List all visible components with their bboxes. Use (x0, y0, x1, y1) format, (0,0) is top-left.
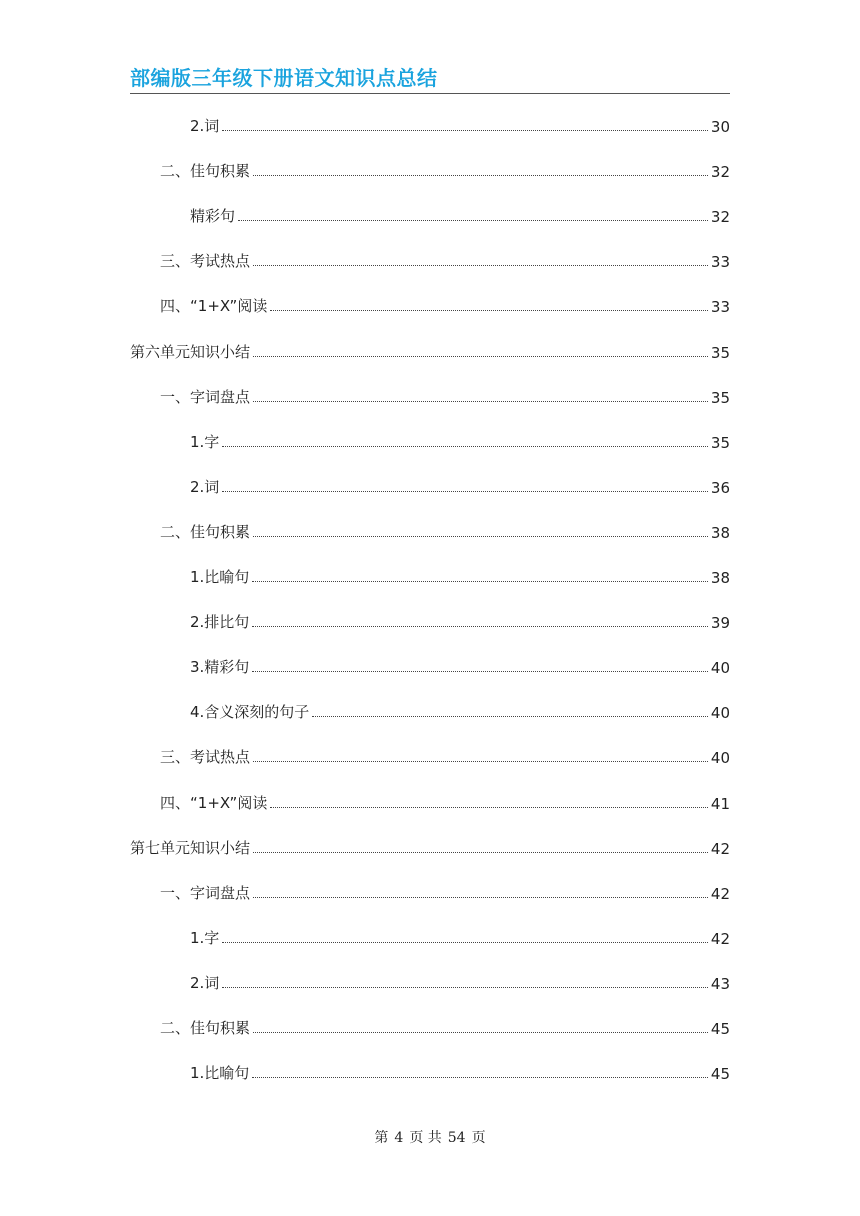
toc-entry-page-number: 42 (710, 840, 730, 858)
toc-dot-leader (222, 445, 708, 447)
toc-entry-page-number: 30 (710, 118, 730, 136)
toc-entry-page-number: 42 (710, 930, 730, 948)
toc-dot-leader (252, 670, 708, 672)
toc-dot-leader (222, 986, 708, 988)
footer-total-pages: 54 (447, 1130, 466, 1146)
toc-entry[interactable] (190, 971, 730, 993)
toc-dot-leader (253, 1031, 708, 1033)
toc-entry-page-number: 41 (710, 795, 730, 813)
toc-dot-leader (252, 580, 708, 582)
footer-mid: 页 共 (409, 1130, 442, 1146)
toc-entry-page-number: 42 (710, 885, 730, 903)
page-header-title: 部编版三年级下册语文知识点总结 (130, 66, 438, 90)
footer-current-page: 4 (394, 1130, 404, 1146)
toc-entry-label: 精彩句 (190, 207, 236, 225)
toc-entry-label: 2.词 (190, 974, 220, 992)
toc-entry-page-number: 33 (710, 298, 730, 316)
toc-entry-label: 二、佳句积累 (160, 162, 251, 180)
footer-suffix: 页 (471, 1130, 486, 1146)
toc-entry[interactable] (160, 159, 730, 181)
toc-dot-leader (253, 400, 708, 402)
toc-dot-leader (253, 851, 708, 853)
toc-entry-page-number: 38 (710, 569, 730, 587)
toc-entry-page-number: 35 (710, 344, 730, 362)
toc-entry-page-number: 36 (710, 479, 730, 497)
toc-entry[interactable] (190, 430, 730, 452)
toc-entry[interactable] (160, 791, 730, 813)
toc-entry[interactable] (160, 249, 730, 271)
toc-entry-label: 四、“1+X”阅读 (160, 794, 268, 812)
toc-entry[interactable] (190, 204, 730, 226)
toc-entry-label: 三、考试热点 (160, 252, 251, 270)
toc-entry[interactable] (190, 610, 730, 632)
header-divider (130, 93, 730, 94)
toc-entry-page-number: 32 (710, 163, 730, 181)
toc-entry-label: 1.比喻句 (190, 568, 250, 586)
footer-prefix: 第 (374, 1130, 389, 1146)
toc-entry[interactable] (190, 1061, 730, 1083)
toc-entry-label: 二、佳句积累 (160, 1019, 251, 1037)
toc-entry-label: 3.精彩句 (190, 658, 250, 676)
toc-entry-page-number: 43 (710, 975, 730, 993)
toc-entry[interactable] (190, 114, 730, 136)
toc-entry[interactable] (160, 1016, 730, 1038)
toc-entry[interactable] (160, 294, 730, 316)
toc-entry[interactable] (190, 565, 730, 587)
toc-entry-label: 四、“1+X”阅读 (160, 297, 268, 315)
toc-dot-leader (253, 535, 708, 537)
toc-entry-label: 一、字词盘点 (160, 884, 251, 902)
page-footer (0, 1127, 860, 1147)
toc-entry-page-number: 38 (710, 524, 730, 542)
toc-entry[interactable] (160, 881, 730, 903)
toc-entry-label: 4.含义深刻的句子 (190, 703, 310, 721)
toc-entry-label: 1.字 (190, 929, 220, 947)
toc-entry[interactable] (190, 926, 730, 948)
toc-entry-label: 2.词 (190, 478, 220, 496)
toc-entry-label: 1.字 (190, 433, 220, 451)
toc-dot-leader (252, 1076, 708, 1078)
toc-entry[interactable] (190, 475, 730, 497)
toc-entry-label: 第六单元知识小结 (130, 343, 251, 361)
toc-entry-label: 2.词 (190, 117, 220, 135)
toc-entry[interactable] (130, 340, 730, 362)
toc-entry-page-number: 35 (710, 389, 730, 407)
toc-entry[interactable] (160, 385, 730, 407)
toc-entry-page-number: 40 (710, 659, 730, 677)
toc-entry-page-number: 40 (710, 749, 730, 767)
toc-dot-leader (238, 219, 708, 221)
toc-dot-leader (253, 896, 708, 898)
toc-entry-page-number: 45 (710, 1020, 730, 1038)
toc-entry-page-number: 45 (710, 1065, 730, 1083)
toc-dot-leader (270, 806, 708, 808)
toc-entry-page-number: 39 (710, 614, 730, 632)
toc-dot-leader (222, 129, 708, 131)
toc-dot-leader (222, 941, 708, 943)
toc-dot-leader (253, 264, 708, 266)
toc-dot-leader (252, 625, 708, 627)
toc-entry[interactable] (190, 655, 730, 677)
toc-entry[interactable] (160, 745, 730, 767)
toc-entry-label: 一、字词盘点 (160, 388, 251, 406)
toc-entry[interactable] (160, 520, 730, 542)
toc-entry-label: 1.比喻句 (190, 1064, 250, 1082)
toc-dot-leader (253, 174, 708, 176)
toc-dot-leader (312, 715, 708, 717)
toc-entry-page-number: 32 (710, 208, 730, 226)
toc-dot-leader (253, 760, 708, 762)
toc-entry-label: 三、考试热点 (160, 748, 251, 766)
toc-entry-label: 二、佳句积累 (160, 523, 251, 541)
toc-entry-label: 第七单元知识小结 (130, 839, 251, 857)
toc-entry[interactable] (130, 836, 730, 858)
toc-entry-page-number: 35 (710, 434, 730, 452)
toc-dot-leader (222, 490, 708, 492)
toc-entry-label: 2.排比句 (190, 613, 250, 631)
toc-dot-leader (270, 309, 708, 311)
toc-entry[interactable] (190, 700, 730, 722)
toc-dot-leader (253, 355, 708, 357)
toc-entry-page-number: 33 (710, 253, 730, 271)
toc-entry-page-number: 40 (710, 704, 730, 722)
